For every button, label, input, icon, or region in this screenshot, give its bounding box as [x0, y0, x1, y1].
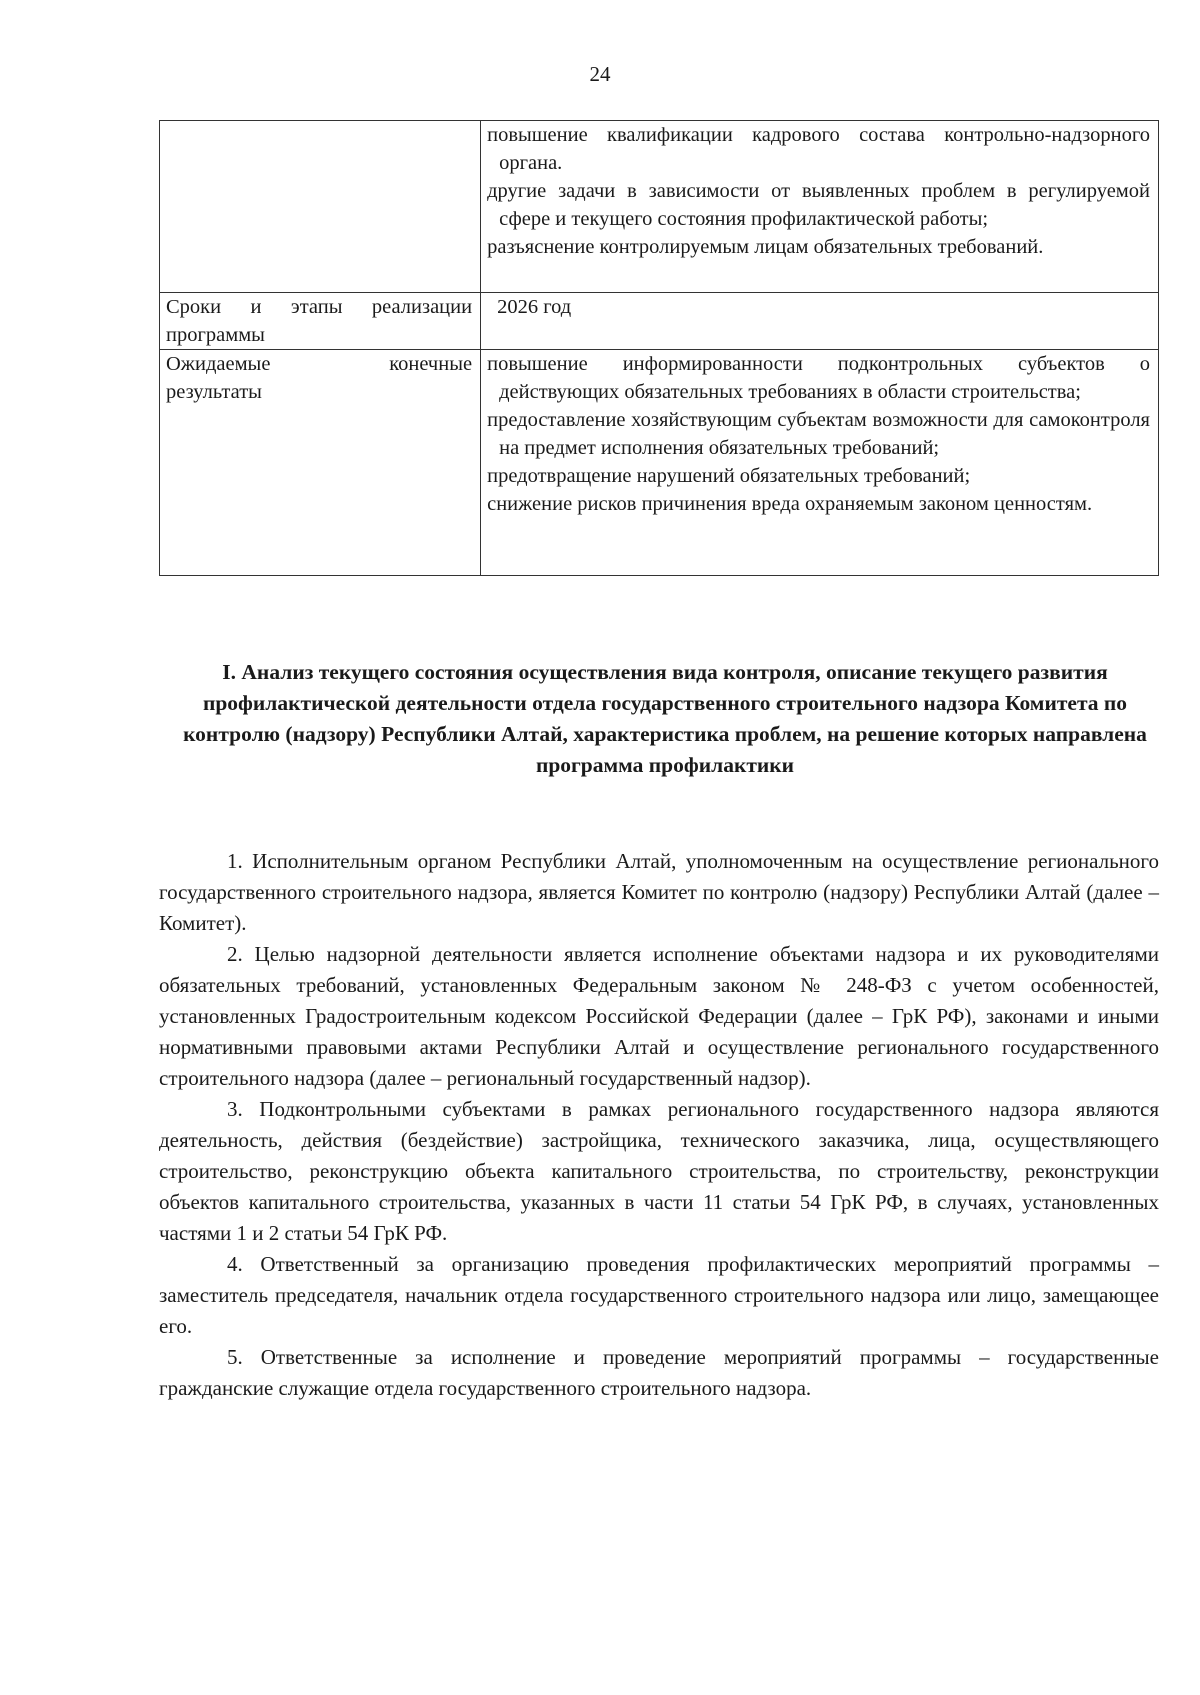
label-line: результаты [166, 381, 262, 403]
paragraph: 1. Исполнительным органом Республики Алтай, уполномоченным на осуществление регионального государственного строительного надзора, является Комитет по контролю (надзору) Республики Алтай (далее – Комитет). [159, 849, 1159, 935]
paragraph: 3. Подконтрольными субъектами в рамках регионального государственного надзора являются деятельность, действия (бездействие) застройщика, технического заказчика, лица, осуществляющего строительство, реконструкцию объекта капитального строительства, по строительству, реконструкции объектов капитального строительства, указанных в части 11 статьи 54 ГрК РФ, в случаях, установленных частями 1 и 2 статьи 54 ГрК РФ. [159, 1097, 1159, 1245]
list-item: предотвращение нарушений обязательных требований; [487, 465, 971, 487]
label-line: Сроки и этапы реализации [166, 296, 473, 318]
label-line: Ожидаемые конечные [166, 353, 473, 375]
list-item: снижение рисков причинения вреда охраняемым законом ценностям. [487, 493, 1093, 515]
table-row [160, 293, 1159, 350]
row-label-results [160, 350, 481, 576]
row-value-tasks [481, 121, 1159, 293]
paragraph: 5. Ответственные за исполнение и проведение мероприятий программы – государственные гражданские служащие отдела государственного строительного надзора. [159, 1345, 1159, 1400]
list-item: разъяснение контролируемым лицам обязательных требований. [487, 236, 1044, 258]
section-body [159, 846, 1159, 1404]
row-value-terms [481, 293, 1159, 350]
row-label-terms [160, 293, 481, 350]
table-row [160, 350, 1159, 576]
list-item: другие задачи в зависимости от выявленных проблем в регулируемой сфере и текущего состояния профилактической работы; [487, 180, 1150, 230]
row-label-empty [160, 121, 481, 293]
page-number: 24 [589, 62, 611, 86]
list-item: предоставление хозяйствующим субъектам возможности для самоконтроля на предмет исполнения обязательных требований; [487, 409, 1150, 459]
paragraph: 2. Целью надзорной деятельности является исполнение объектами надзора и их руководителями обязательных требований, установленных Федеральным законом № 248-ФЗ с учетом особенностей, установленных Градостроительным кодексом Российской Федерации (далее – ГрК РФ), законами и иными нормативными правовыми актами Республики Алтай и осуществление регионального государственного строительного надзора (далее – региональный государственный надзор). [159, 942, 1159, 1090]
program-passport-table [159, 120, 1159, 576]
table-row [160, 121, 1159, 293]
list-item: повышение квалификации кадрового состава контрольно-надзорного органа. [487, 124, 1150, 174]
paragraph: 4. Ответственный за организацию проведения профилактических мероприятий программы – заместитель председателя, начальник отдела государственного строительного надзора или лицо, замещающее его. [159, 1252, 1159, 1338]
terms-value: 2026 год [497, 296, 572, 318]
label-line: программы [166, 324, 265, 346]
list-item: повышение информированности подконтрольных субъектов о действующих обязательных требованиях в области строительства; [487, 353, 1150, 403]
row-value-results [481, 350, 1159, 576]
section-heading: I. Анализ текущего состояния осуществления вида контроля, описание текущего развития профилактической деятельности отдела государственного строительного надзора Комитета по контролю (надзору) Республики Алтай, характеристика проблем, на решение которых направлена программа профилактики [183, 660, 1147, 777]
